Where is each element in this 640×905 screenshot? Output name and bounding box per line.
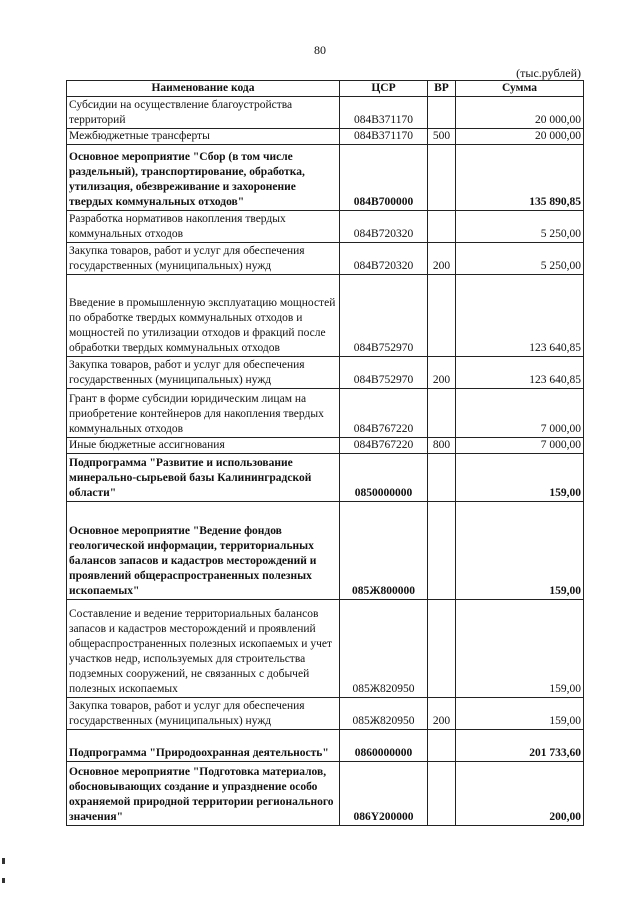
cell-name: Составление и ведение территориальных балансов запасов и кадастров месторождений и проявлений общераспространенных полезных ископаемых и учет участков недр, используемых для строительства подземных сооружений, не связанных с добычей полезных ископаемых <box>67 600 340 698</box>
table-row <box>67 211 584 243</box>
table-row <box>67 145 584 211</box>
table-row <box>67 389 584 438</box>
table-row <box>67 357 584 389</box>
cell-name: Подпрограмма "Развитие и использование минерально-сырьевой базы Калининградской области" <box>67 454 340 502</box>
units-label: (тыс.рублей) <box>516 66 581 80</box>
cell-sum: 159,00 <box>456 454 584 502</box>
cell-vr: 800 <box>428 438 456 454</box>
cell-sum: 200,00 <box>456 762 584 826</box>
cell-vr <box>428 145 456 211</box>
table-row <box>67 698 584 730</box>
cell-vr <box>428 600 456 698</box>
cell-name: Подпрограмма "Природоохранная деятельность" <box>67 730 340 762</box>
cell-name: Закупка товаров, работ и услуг для обеспечения государственных (муниципальных) нужд <box>67 357 340 389</box>
cell-name: Грант в форме субсидии юридическим лицам на приобретение контейнеров для накопления твердых коммунальных отходов <box>67 389 340 438</box>
header-csr: ЦСР <box>340 81 428 97</box>
table-row <box>67 438 584 454</box>
cell-csr: 086Y200000 <box>340 762 428 826</box>
cell-name: Закупка товаров, работ и услуг для обеспечения государственных (муниципальных) нужд <box>67 243 340 275</box>
cell-sum: 159,00 <box>456 502 584 600</box>
table-row <box>67 243 584 275</box>
cell-csr: 084В752970 <box>340 357 428 389</box>
cell-sum: 7 000,00 <box>456 389 584 438</box>
cell-sum: 201 733,60 <box>456 730 584 762</box>
cell-sum: 5 250,00 <box>456 243 584 275</box>
cell-sum: 159,00 <box>456 600 584 698</box>
cell-vr <box>428 275 456 357</box>
table-row <box>67 454 584 502</box>
table-row <box>67 600 584 698</box>
cell-name: Субсидии на осуществление благоустройства территорий <box>67 97 340 129</box>
cell-csr: 085Ж800000 <box>340 502 428 600</box>
cell-vr: 200 <box>428 698 456 730</box>
table-row <box>67 275 584 357</box>
cell-vr <box>428 97 456 129</box>
cell-sum: 123 640,85 <box>456 357 584 389</box>
cell-csr: 085Ж820950 <box>340 698 428 730</box>
cell-csr: 084В700000 <box>340 145 428 211</box>
cell-csr: 084В767220 <box>340 389 428 438</box>
cell-sum: 20 000,00 <box>456 129 584 145</box>
cell-vr: 500 <box>428 129 456 145</box>
header-vr: ВР <box>428 81 456 97</box>
table-row <box>67 502 584 600</box>
cell-name: Основное мероприятие "Сбор (в том числе раздельный), транспортирование, обработка, утилизация, обезвреживание и захоронение твердых коммунальных отходов" <box>67 145 340 211</box>
cell-vr <box>428 502 456 600</box>
cell-csr: 084В371170 <box>340 97 428 129</box>
cell-vr: 200 <box>428 243 456 275</box>
cell-vr <box>428 389 456 438</box>
cell-name: Закупка товаров, работ и услуг для обеспечения государственных (муниципальных) нужд <box>67 698 340 730</box>
cell-vr <box>428 762 456 826</box>
cell-sum: 5 250,00 <box>456 211 584 243</box>
scan-margin-mark <box>2 878 5 883</box>
cell-name: Разработка нормативов накопления твердых коммунальных отходов <box>67 211 340 243</box>
cell-sum: 159,00 <box>456 698 584 730</box>
cell-csr: 084В371170 <box>340 129 428 145</box>
scan-margin-mark <box>2 858 5 864</box>
cell-vr <box>428 730 456 762</box>
cell-sum: 135 890,85 <box>456 145 584 211</box>
table-row <box>67 730 584 762</box>
cell-name: Основное мероприятие "Ведение фондов геологической информации, территориальных балансов запасов и кадастров месторождений и проявлений общераспространенных полезных ископаемых" <box>67 502 340 600</box>
cell-sum: 123 640,85 <box>456 275 584 357</box>
cell-csr: 084В720320 <box>340 211 428 243</box>
header-sum: Сумма <box>456 81 584 97</box>
cell-csr: 0850000000 <box>340 454 428 502</box>
table-header-row <box>67 81 584 97</box>
cell-name: Иные бюджетные ассигнования <box>67 438 340 454</box>
cell-csr: 084В720320 <box>340 243 428 275</box>
cell-name: Межбюджетные трансферты <box>67 129 340 145</box>
cell-csr: 0860000000 <box>340 730 428 762</box>
table-row <box>67 97 584 129</box>
cell-name: Основное мероприятие "Подготовка материалов, обосновывающих создание и упразднение особо охраняемой природной территории регионального значения" <box>67 762 340 826</box>
cell-name: Введение в промышленную эксплуатацию мощностей по обработке твердых коммунальных отходов и мощностей по утилизации отходов и фракций после обработки твердых коммунальных отходов <box>67 275 340 357</box>
cell-sum: 7 000,00 <box>456 438 584 454</box>
table-row <box>67 762 584 826</box>
cell-csr: 084В767220 <box>340 438 428 454</box>
table-row <box>67 129 584 145</box>
cell-csr: 085Ж820950 <box>340 600 428 698</box>
cell-vr: 200 <box>428 357 456 389</box>
header-name: Наименование кода <box>67 81 340 97</box>
cell-vr <box>428 454 456 502</box>
budget-table <box>66 80 584 826</box>
cell-csr: 084В752970 <box>340 275 428 357</box>
page-number: 80 <box>314 43 326 57</box>
cell-sum: 20 000,00 <box>456 97 584 129</box>
cell-vr <box>428 211 456 243</box>
